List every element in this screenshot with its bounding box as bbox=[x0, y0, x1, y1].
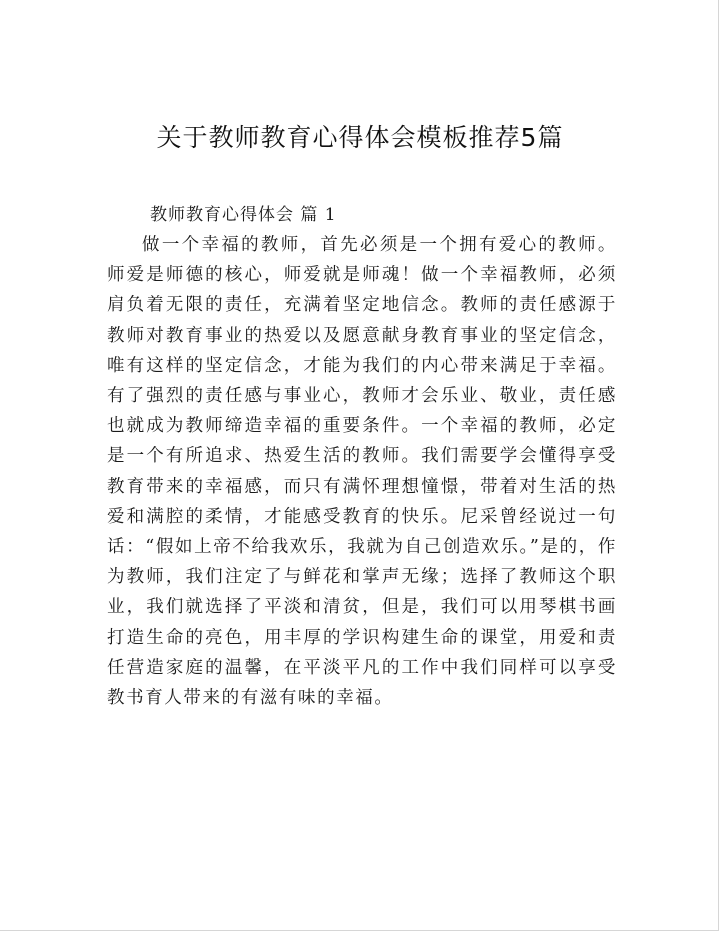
body-paragraph: 做一个幸福的教师，首先必须是一个拥有爱心的教师。师爱是师德的核心，师爱就是师魂！做一个幸福教师，必须肩负着无限的责任，充满着坚定地信念。教师的责任感源于教师对教育事业的热爱以及愿意献身教育事业的坚定信念，唯有这样的坚定信念，才能为我们的内心带来满足于幸福。有了强烈的责任感与事业心，教师才会乐业、敬业，责任感也就成为教师缔造幸福的重要条件。一个幸福的教师，必定是一个有所追求、热爱生活的教师。我们需要学会懂得享受教育带来的幸福感，而只有满怀理想憧憬，带着对生活的热爱和满腔的柔情，才能感受教育的快乐。尼采曾经说过一句话：“假如上帝不给我欢乐，我就为自己创造欢乐。”是的，作为教师，我们注定了与鲜花和掌声无缘；选择了教师这个职业，我们就选择了平淡和清贫，但是，我们可以用琴棋书画打造生命的亮色，用丰厚的学识构建生命的课堂，用爱和责任营造家庭的温馨，在平淡平凡的工作中我们同样可以享受教书育人带来的有滋有味的幸福。 bbox=[107, 235, 617, 709]
section-heading: 教师教育心得体会 篇 1 bbox=[150, 205, 337, 225]
document-title: 关于教师教育心得体会模板推荐5篇 bbox=[156, 123, 564, 152]
